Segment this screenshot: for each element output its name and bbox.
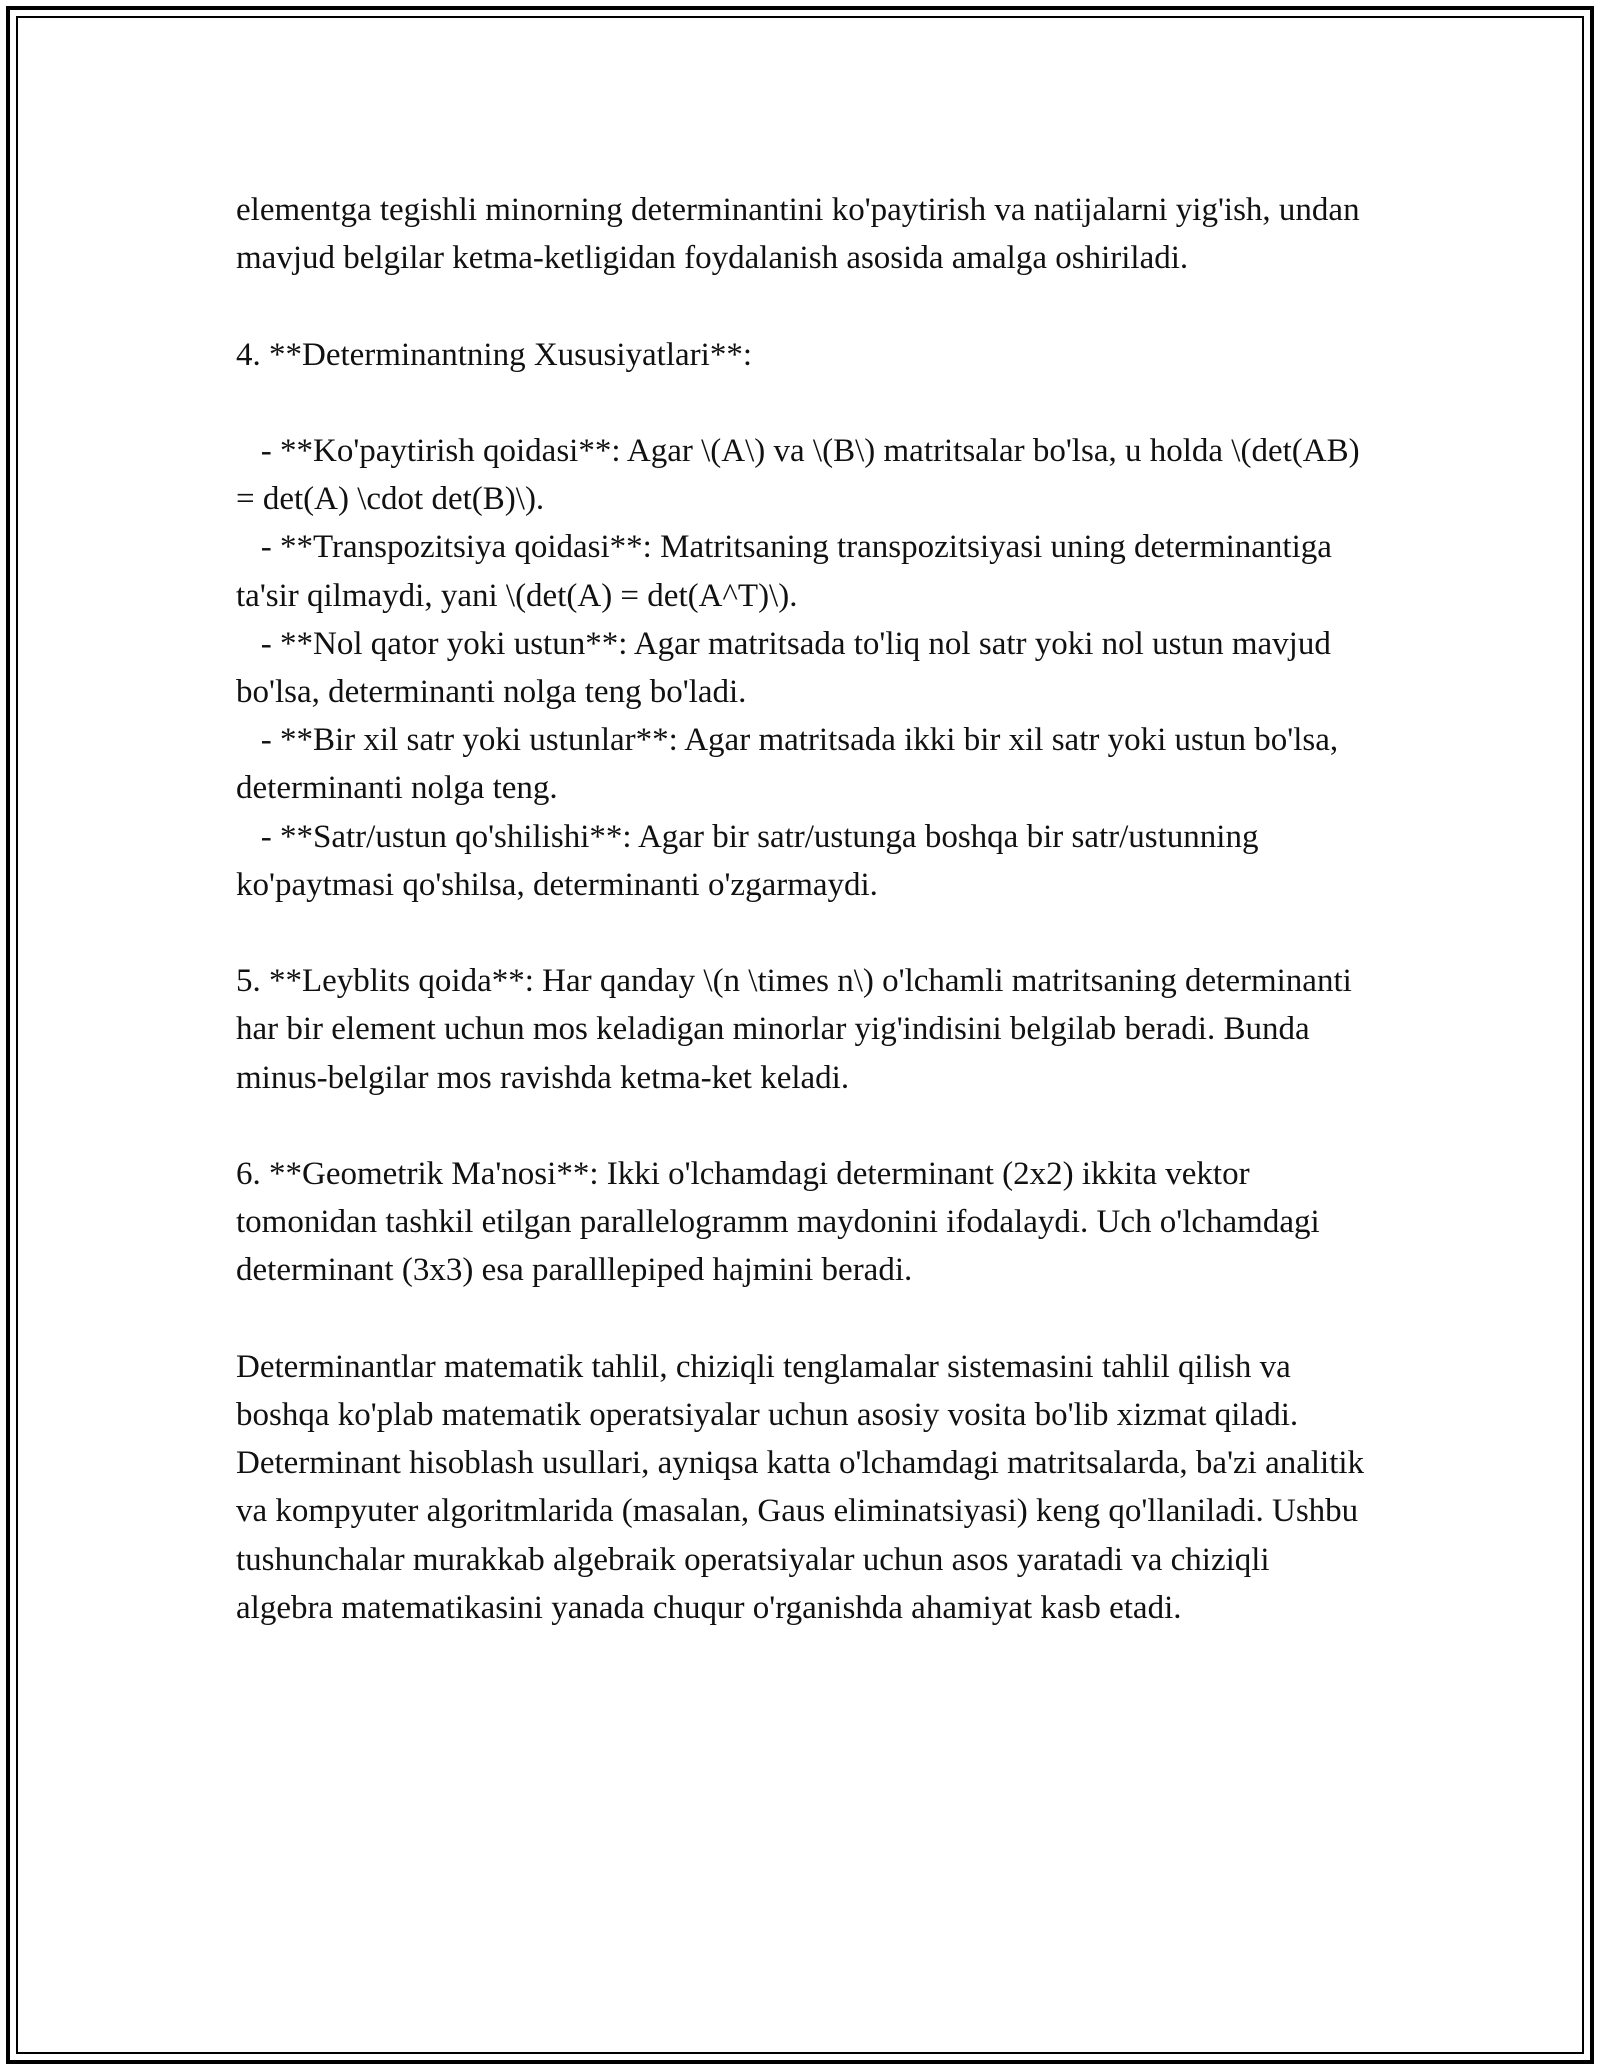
section-4-heading: 4. **Determinantning Xususiyatlari**: — [236, 336, 752, 373]
paragraph-gap — [236, 1295, 1366, 1343]
list-item-multiplication-rule: - **Ko'paytirish qoidasi**: Agar \(A\) va \(B\) matritsalar bo'lsa, u holda \(det(AB) = det(A) \cdot det(B)\). — [236, 432, 1368, 518]
paragraph-gap — [236, 909, 1366, 957]
paragraph-gap — [236, 1102, 1366, 1150]
section-5-paragraph: 5. **Leyblits qoida**: Har qanday \(n \times n\) o'lchamli matritsaning determinanti har bir element uchun mos keladigan minorlar yig'indisini belgilab beradi. Bunda minus-belgilar mos ravishda ketma-ket keladi. — [236, 963, 1361, 1096]
intro-paragraph: elementga tegishli minorning determinantini ko'paytirish va natijalarni yig'ish, undan mavjud belgilar ketma-ketligidan foydalanish asosida amalga oshiriladi. — [236, 192, 1368, 277]
document-body — [236, 186, 1373, 1632]
section-6-paragraph: 6. **Geometrik Ma'nosi**: Ikki o'lchamdagi determinant (2x2) ikkita vektor tomonidan tashkil etilgan parallelogramm maydonini ifodalaydi. Uch o'lchamdagi determinant (3x3) esa paralllepiped hajmini beradi. — [236, 1156, 1328, 1289]
paragraph-gap — [236, 282, 1366, 330]
list-item-zero-row-column: - **Nol qator yoki ustun**: Agar matritsada to'liq nol satr yoki nol ustun mavjud bo'lsa, determinanti nolga teng bo'ladi. — [236, 625, 1340, 710]
conclusion-paragraph: Determinantlar matematik tahlil, chiziqli tenglamalar sistemasini tahlil qilish va boshqa ko'plab matematik operatsiyalar uchun asosiy vosita bo'lib xizmat qiladi. Determinant hisoblash usullari, ayniqsa katta o'lchamdagi matritsalarda, ba'zi analitik va kompyuter algoritmlarida (masalan, Gaus eliminatsiyasi) keng qo'llaniladi. Ushbu tushunchalar murakkab algebraik operatsiyalar uchun asos yaratadi va chiziqli algebra matematikasini yanada chuqur o'rganishda ahamiyat kasb etadi. — [236, 1348, 1373, 1626]
list-item-transposition-rule: - **Transpozitsiya qoidasi**: Matritsaning transpozitsiyasi uning determinantiga ta'sir qilmaydi, yani \(det(A) = det(A^T)\). — [236, 529, 1341, 614]
list-item-identical-rows: - **Bir xil satr yoki ustunlar**: Agar matritsada ikki bir xil satr yoki ustun bo'lsa, determinanti nolga teng. — [236, 722, 1347, 807]
paragraph-gap — [236, 379, 1366, 427]
list-item-row-addition: - **Satr/ustun qo'shilishi**: Agar bir satr/ustunga boshqa bir satr/ustunning ko'paytmasi qo'shilsa, determinanti o'zgarmaydi. — [236, 818, 1267, 903]
